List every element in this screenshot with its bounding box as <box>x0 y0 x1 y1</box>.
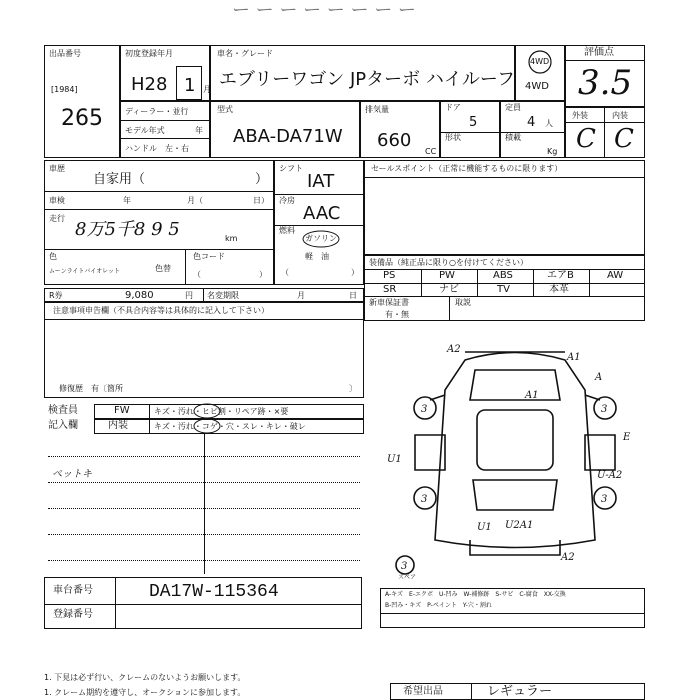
first-reg-month-box <box>176 66 202 100</box>
drive-cell <box>515 45 565 101</box>
inspector-label: 検査員 <box>48 405 78 416</box>
model-year-label: モデル年式 <box>125 126 165 135</box>
notes-label: 注意事項申告欄（不具合内容等は具体的に記入して下さい） <box>53 306 269 315</box>
mark-u1-left: U1 <box>387 454 402 465</box>
fw-label: FW <box>114 405 130 416</box>
load-label: 積載 <box>505 133 521 142</box>
mark-u2a1-rear: U2A1 <box>505 520 534 531</box>
fuel-request-value: レギュラー <box>487 684 553 699</box>
exterior-grade: C <box>576 124 596 154</box>
name-change-label: 名変期限 <box>207 291 239 300</box>
capacity-cell <box>500 101 565 158</box>
roof <box>477 410 553 470</box>
aircon-value: AAC <box>303 203 341 224</box>
shift-label: シフト <box>279 164 303 173</box>
equip-navi: ナビ <box>439 284 459 295</box>
interior-label: 内装 <box>612 111 628 120</box>
equipment-label: 装備品（純正品に限り○を付けてください） <box>369 258 528 267</box>
interior-items: キズ・汚れ・コゲ・穴・スレ・キレ・破レ <box>154 422 306 431</box>
recycle-unit: 円 <box>185 291 193 300</box>
equip-sr: SR <box>383 284 397 295</box>
repair-label: 修復歴 有〔箇所 <box>59 384 123 393</box>
exterior-label: 外装 <box>572 111 588 120</box>
fuel-request-box <box>390 683 645 700</box>
shaken-year: 年 <box>123 196 131 205</box>
body-label: 形状 <box>445 133 461 142</box>
mark-a1-top: A1 <box>567 352 581 363</box>
manual-label: 取説 <box>455 298 471 307</box>
equip-aw: AW <box>607 270 624 281</box>
legend-small: B-凹み・キズ P-ペイント Y-穴・割れ <box>385 602 492 609</box>
usage-value: 自家用（ <box>93 172 146 187</box>
score-cell <box>565 45 645 107</box>
sales-point-label: セールスポイント（正常に機能するものに限ります） <box>371 164 563 173</box>
first-reg-label: 初度登録年月 <box>125 49 173 58</box>
shaken-day: 日） <box>253 196 269 205</box>
color-change-label: 色替 <box>155 264 171 273</box>
car-diagram <box>385 340 645 580</box>
windshield <box>470 370 560 400</box>
fuel-request-label: 希望出品 <box>403 686 443 697</box>
warranty-label: 新車保証書 <box>369 298 409 307</box>
footer-note-1: 1. 下見は必ず行い、クレームのないようお願いします。 <box>44 673 246 682</box>
tire-fr-mark: 3 <box>601 404 608 415</box>
mileage-label: 走行 <box>49 214 65 223</box>
doors-label: ドア <box>445 103 461 112</box>
color-value: ムーンライトバイオレット <box>49 268 121 275</box>
mark-a1-hood: A1 <box>525 390 539 401</box>
warranty-value: 有・無 <box>385 310 409 319</box>
color-code-open: （ <box>193 270 201 279</box>
interior-grade: C <box>614 124 634 154</box>
first-reg-year: H28 <box>131 74 168 95</box>
mark-u1-rear: U1 <box>477 522 492 533</box>
equip-leather: 本革 <box>549 284 569 295</box>
specs-middle: シフト IAT 冷房 AAC 燃料 ガソリン 軽 油 （ ） <box>274 160 364 285</box>
shift-value: IAT <box>307 171 335 192</box>
fuel-label: 燃料 <box>279 226 295 235</box>
interior-circle-mark <box>192 417 222 435</box>
mark-a2-bottom: A2 <box>561 552 575 563</box>
first-reg-month: 1 <box>184 75 196 96</box>
tire-spare-mark: 3 <box>401 561 408 572</box>
fuel-value: ガソリン <box>305 234 337 243</box>
interior-row-label: 内装 <box>108 420 128 431</box>
shaken-month: 月（ <box>187 196 203 205</box>
tire-fl-mark: 3 <box>421 404 428 415</box>
doors-value: 5 <box>469 115 478 130</box>
handle-label: ハンドル 左・右 <box>125 144 189 153</box>
lot-number: 265 <box>61 106 103 131</box>
aircon-label: 冷房 <box>279 196 295 205</box>
fw-items: キズ・汚れ・ヒビ割・リペア跡・×要 <box>154 407 289 416</box>
recycle-row <box>44 288 364 302</box>
usage-label: 車歴 <box>49 164 65 173</box>
type-label: 型式 <box>217 105 233 114</box>
first-reg-cell <box>120 45 210 101</box>
name-change-month: 月 <box>297 291 305 300</box>
displacement-label: 排気量 <box>365 105 389 114</box>
name-change-day: 日 <box>349 291 357 300</box>
mark-u-a2-right: U-A2 <box>597 470 623 481</box>
tire-rl-mark: 3 <box>421 494 428 505</box>
model-name-cell <box>210 45 515 101</box>
model-name-label: 車名・グレード <box>217 49 273 58</box>
equip-abs: ABS <box>493 270 513 281</box>
equip-ps: PS <box>383 270 396 281</box>
load-unit: Kg <box>547 147 558 156</box>
usage-close: ） <box>255 172 269 187</box>
rear-window <box>473 480 557 510</box>
displacement-unit: CC <box>425 147 437 156</box>
grades-cell <box>565 107 645 158</box>
lot-small-number: [1984] <box>51 85 78 94</box>
capacity-unit: 人 <box>545 119 553 128</box>
lot-label: 出品番号 <box>49 49 81 58</box>
model-name: エブリーワゴン JPターボ ハイルーフ <box>219 69 515 90</box>
notes-cell <box>44 302 364 398</box>
equip-tv: TV <box>497 284 510 295</box>
color-label: 色 <box>49 252 57 261</box>
recycle-value: 9,080 <box>125 290 154 301</box>
dealer-label: ディーラー・並行 <box>125 107 189 116</box>
legend-text: A-キズ E-エクボ U-凹み W-補修跡 S-サビ C-腐食 XX-交換 <box>385 591 566 598</box>
reg-label: 登録番号 <box>53 609 93 620</box>
equip-airbag: エアB <box>547 270 574 281</box>
inspection-rows <box>44 404 364 434</box>
sales-point-cell <box>364 160 645 255</box>
chassis-label: 車台番号 <box>53 585 93 596</box>
drive-badge: 4WD <box>530 57 550 66</box>
spare-label: スペア <box>398 574 417 581</box>
record-label: 記入欄 <box>48 420 78 431</box>
month-unit: 月 <box>203 85 211 94</box>
mark-a2-top: A2 <box>447 344 461 355</box>
type-value: ABA-DA71W <box>233 126 343 147</box>
specs-left <box>44 160 274 285</box>
legend-box <box>380 588 645 628</box>
chassis-cell <box>44 577 362 629</box>
year-unit: 年 <box>195 126 203 135</box>
equipment-cell <box>364 255 645 321</box>
shaken-label: 車検 <box>49 196 65 205</box>
capacity-label: 定員 <box>505 103 521 112</box>
chassis-value: DA17W-115364 <box>149 582 279 602</box>
lot-cell <box>44 45 120 158</box>
mark-a-right: A <box>595 372 603 383</box>
displacement-value: 660 <box>377 130 412 151</box>
color-code-close: ） <box>259 270 267 279</box>
doors-cell <box>440 101 500 158</box>
score-value: 3.5 <box>578 63 633 103</box>
recycle-label: R券 <box>49 291 63 300</box>
mark-e-right: E <box>623 432 631 443</box>
type-cell <box>210 101 360 158</box>
body-outline <box>435 353 595 548</box>
dealer-cell <box>120 101 210 158</box>
fuel-alt: 軽 油 <box>305 252 329 261</box>
header-band: ー ー ー ー ー ー ー ー <box>232 0 417 21</box>
equip-pw: PW <box>439 270 455 281</box>
footer-note-2: 1. クレーム期約を遵守し、オークションに参加します。 <box>44 688 246 697</box>
handwritten-note: ペットキ <box>52 469 92 480</box>
score-label: 評価点 <box>584 47 614 58</box>
capacity-value: 4 <box>527 115 536 130</box>
repair-close: 〕 <box>349 384 357 393</box>
tire-rr-mark: 3 <box>601 494 608 505</box>
mileage-unit: km <box>225 234 238 243</box>
drive-text: 4WD <box>525 81 549 92</box>
displacement-cell <box>360 101 440 158</box>
mileage-value: 8万5千8 9 5 <box>75 219 180 240</box>
color-code-label: 色コード <box>193 252 225 261</box>
